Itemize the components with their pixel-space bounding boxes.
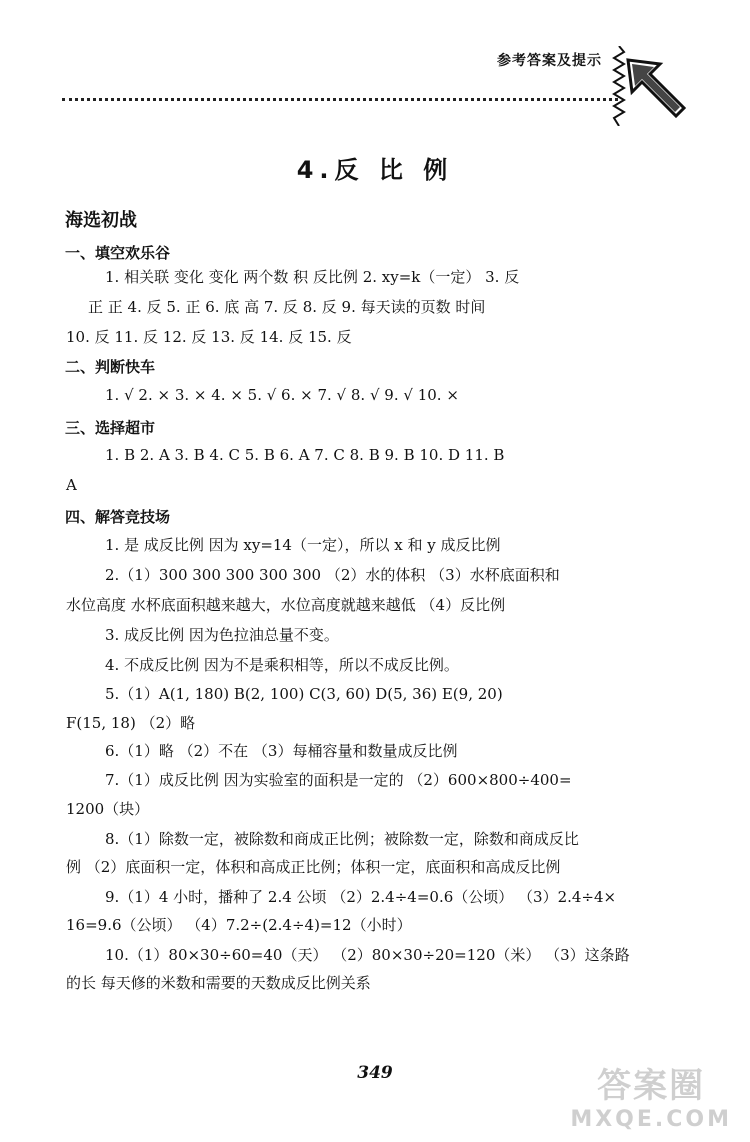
answer-line: 正 正 4. 反 5. 正 6. 底 高 7. 反 8. 反 9. 每天读的页数 时间 <box>88 298 486 316</box>
answer-line: 1200（块） <box>66 800 150 818</box>
answer-line: 10. 反 11. 反 12. 反 13. 反 14. 反 15. 反 <box>66 328 352 346</box>
answer-line: 6.（1）略 （2）不在 （3）每桶容量和数量成反比例 <box>105 742 458 760</box>
watermark-bottom: MXQE.COM <box>570 1107 732 1132</box>
answer-line: 10.（1）80×30÷60=40（天） （2）80×30÷20=120（米） （3）这条路 <box>105 946 630 964</box>
answer-line: 3. 成反比例 因为色拉油总量不变。 <box>105 626 339 644</box>
answer-line: 1. 是 成反比例 因为 xy=14（一定），所以 x 和 y 成反比例 <box>105 536 501 554</box>
answer-line: 1. B 2. A 3. B 4. C 5. B 6. A 7. C 8. B 9. B 10. D 11. B <box>105 446 505 464</box>
part-heading: 一、填空欢乐谷 <box>65 244 171 262</box>
watermark-top: 答案圈 <box>597 1066 706 1106</box>
answer-line: 的长 每天修的米数和需要的天数成反比例关系 <box>66 974 371 992</box>
page-title: 4.反 比 例 <box>296 156 454 184</box>
answer-line: 1. √ 2. × 3. × 4. × 5. √ 6. × 7. √ 8. √ 9. √ 10. × <box>105 386 459 404</box>
answer-line: 例 （2）底面积一定，体积和高成正比例；体积一定，底面积和高成反比例 <box>66 858 561 876</box>
header-rule <box>62 98 618 101</box>
answer-line: F(15, 18) （2）略 <box>66 714 196 732</box>
part-heading: 三、选择超市 <box>65 419 156 437</box>
answer-line: 5.（1）A(1, 180) B(2, 100) C(3, 60) D(5, 36) E(9, 20) <box>105 685 503 703</box>
answer-line: 9.（1）4 小时，播种了 2.4 公顷 （2）2.4÷4=0.6（公顷） （3）2.4÷4× <box>105 888 617 906</box>
part-heading: 二、判断快车 <box>65 358 156 376</box>
answer-line: 8.（1）除数一定，被除数和商成正比例；被除数一定，除数和商成反比 <box>105 830 579 848</box>
part-heading: 四、解答竞技场 <box>65 508 171 526</box>
section-title: 海选初战 <box>65 210 137 231</box>
page-number: 349 <box>357 1063 393 1083</box>
header-label: 参考答案及提示 <box>497 53 602 69</box>
answer-line: 16=9.6（公顷） （4）7.2÷(2.4÷4)=12（小时） <box>66 916 412 934</box>
zigzag-divider-icon <box>612 46 626 126</box>
answer-line: 水位高度 水杯底面积越来越大，水位高度就越来越低 （4）反比例 <box>66 596 506 614</box>
watermark-logo <box>570 1058 732 1132</box>
answer-line: 1. 相关联 变化 变化 两个数 积 反比例 2. xy=k（一定） 3. 反 <box>105 268 520 286</box>
answer-line: 4. 不成反比例 因为不是乘积相等，所以不成反比例。 <box>105 656 459 674</box>
answer-line: A <box>66 476 77 494</box>
arrow-icon <box>626 58 686 118</box>
answer-line: 7.（1）成反比例 因为实验室的面积是一定的 （2）600×800÷400= <box>105 771 572 789</box>
answer-line: 2.（1）300 300 300 300 300 （2）水的体积 （3）水杯底面积和 <box>105 566 560 584</box>
